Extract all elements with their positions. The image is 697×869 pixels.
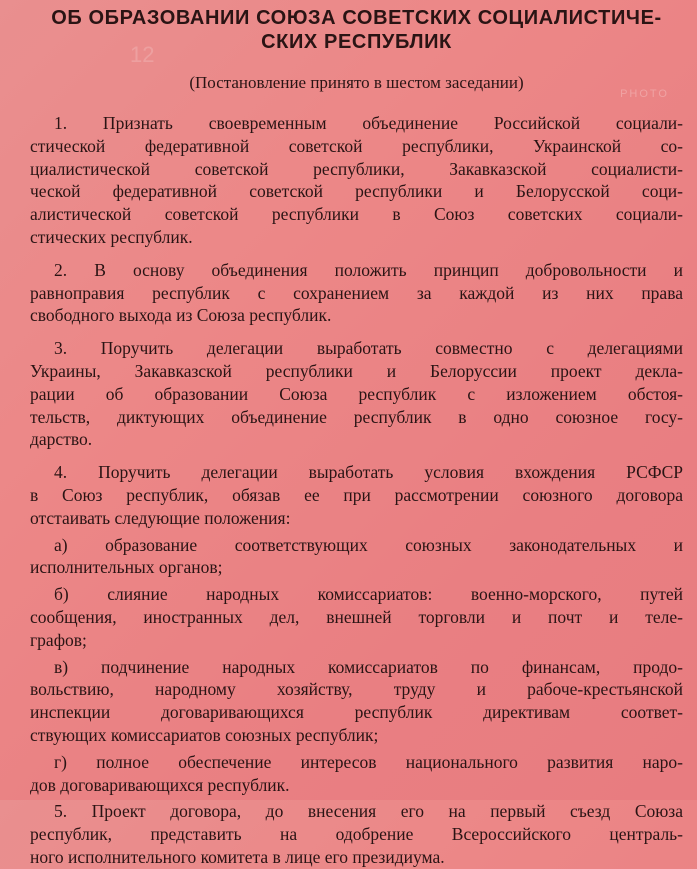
paragraph-line: алистической советской республики в Союз советских социали- [30, 204, 683, 225]
paragraph-line: сообщения, иностранных дел, внешней торговли и почт и теле- [30, 606, 683, 627]
document-title [30, 6, 683, 54]
watermark-number: 12 [130, 42, 155, 67]
paragraph-line: стических республик. [30, 226, 193, 247]
paragraph-9 [30, 800, 683, 868]
paragraph-line: дарство. [30, 429, 93, 450]
paragraph-line: 4. Поручить делегации выработать условия вхождения РСФСР [54, 462, 683, 483]
paragraph-line: в Союз республик, обязав ее при рассмотрении союзного договора [30, 484, 683, 505]
paragraph-8 [30, 751, 683, 797]
paragraph-line: стической федеративной советской республики, Украинской со- [30, 135, 683, 156]
paragraph-2 [30, 259, 683, 327]
resolution-body [30, 112, 683, 869]
paragraph-line: г) полное обеспечение интересов национального развития наро- [54, 751, 683, 772]
paragraph-1 [30, 112, 683, 249]
paragraph-3 [30, 337, 683, 451]
paragraph-line: ствующих комиссариатов союзных республик; [30, 724, 379, 745]
paragraph-line: республик, представить на одобрение Всероссийского централь- [30, 824, 683, 845]
paragraph-line: вольствию, народному хозяйству, труду и рабоче-крестьянской [30, 679, 683, 700]
watermark-stamp: PHOTO [620, 88, 669, 100]
paragraph-5 [30, 534, 683, 580]
paragraph-line: ного исполнительного комитета в лице его президиума. [30, 846, 445, 867]
paragraph-line: 5. Проект договора, до внесения его на первый съезд Союза [54, 801, 683, 822]
paragraph-line: а) образование соответствующих союзных законодательных и [54, 534, 683, 555]
paragraph-line: б) слияние народных комиссариатов: военно-морского, путей [54, 584, 683, 605]
paragraph-6 [30, 583, 683, 651]
title-line-2: СКИХ РЕСПУБЛИК [261, 31, 452, 53]
title-line-1: ОБ ОБРАЗОВАНИИ СОЮЗА СОВЕТСКИХ СОЦИАЛИСТИЧЕ- [51, 7, 662, 29]
paragraph-7 [30, 656, 683, 747]
resolution-note: (Постановление принято в шестом заседании) [189, 73, 524, 92]
paragraph-line: инспекции договаривающихся республик директивам соответ- [30, 702, 683, 723]
paragraph-line: 1. Признать своевременным объединение Российской социали- [54, 113, 683, 133]
paragraph-line: 2. В основу объединения положить принцип добровольности и [54, 259, 683, 280]
paragraph-line: в) подчинение народных комиссариатов по финансам, продо- [54, 656, 683, 677]
paragraph-line: отстаивать следующие положения: [30, 507, 291, 528]
paragraph-line: свободного выхода из Союза республик. [30, 305, 332, 326]
paragraph-line: исполнительных органов; [30, 557, 223, 578]
paragraph-line: циалистической советской республики, Закавказской социалисти- [30, 158, 683, 179]
paragraph-line: 3. Поручить делегации выработать совместно с делегациями [54, 338, 683, 359]
paragraph-line: графов; [30, 629, 87, 650]
paragraph-line: равноправия республик с сохранением за каждой из них права [30, 282, 683, 303]
paragraph-4 [30, 461, 683, 529]
paragraph-line: ческой федеративной советской республики и Белорусской соци- [30, 181, 683, 202]
paragraph-line: дов договаривающихся республик. [30, 774, 290, 795]
paragraph-line: тельств, диктующих объединение республик в одно союзное госу- [30, 406, 683, 427]
paragraph-line: рации об образовании Союза республик с изложением обстоя- [30, 383, 683, 404]
paragraph-line: Украины, Закавказской республики и Белоруссии проект декла- [30, 360, 683, 381]
